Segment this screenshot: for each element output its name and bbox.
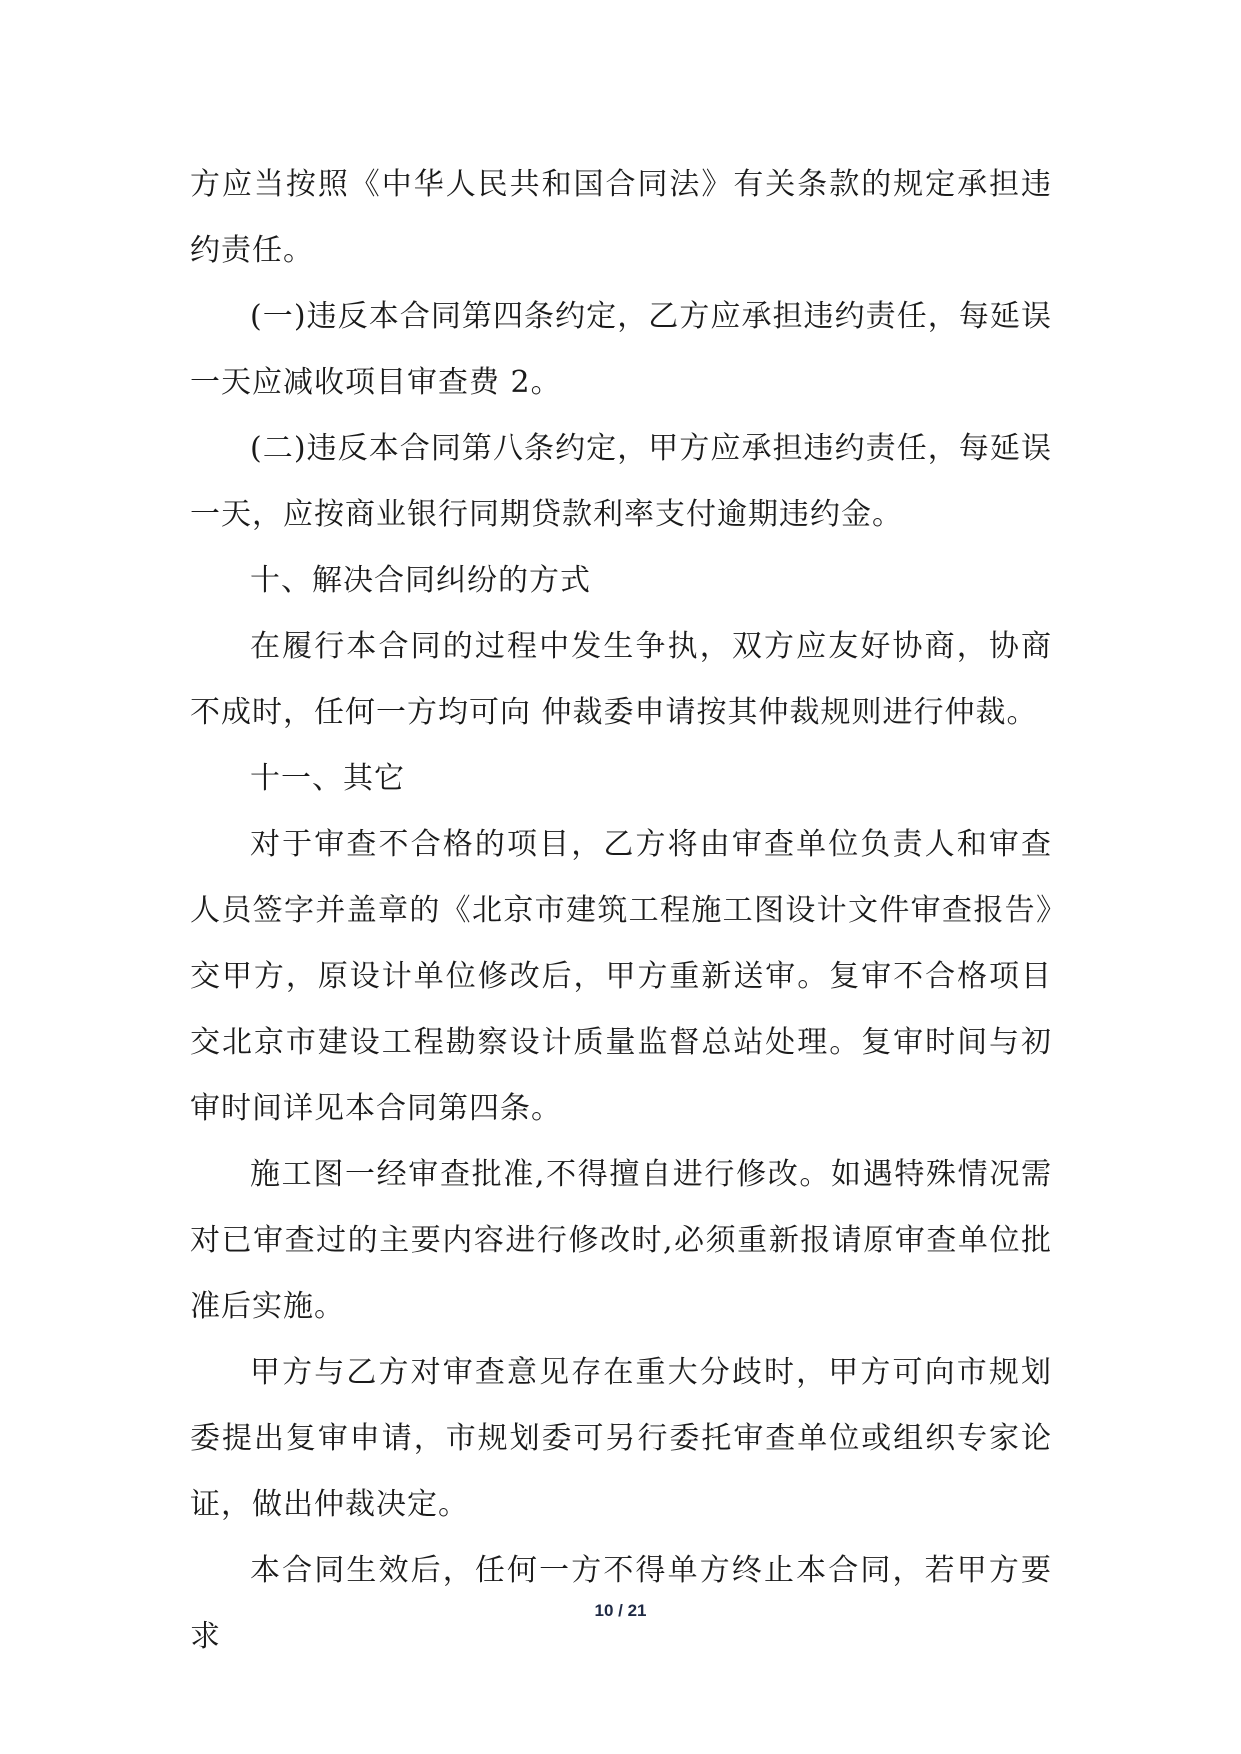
paragraph-clause-1: (一)违反本合同第四条约定，乙方应承担违约责任，每延误一天应减收项目审查费 2。 <box>190 299 1052 400</box>
paragraph-continuation: 方应当按照《中华人民共和国合同法》有关条款的规定承担违约责任。 <box>190 167 1052 268</box>
paragraph-termination: 本合同生效后，任何一方不得单方终止本合同，若甲方要求 <box>190 1553 1052 1654</box>
page-number: 10 / 21 <box>594 1601 647 1620</box>
paragraph-modification-rule: 施工图一经审查批准,不得擅自进行修改。如遇特殊情况需对已审查过的主要内容进行修改时,必须重新报请原审查单位批准后实施。 <box>190 1157 1052 1324</box>
section-heading-11: 十一、其它 <box>250 761 405 796</box>
document-body <box>190 152 1052 1670</box>
paragraph-unqualified-projects: 对于审查不合格的项目，乙方将由审查单位负责人和审查人员签字并盖章的《北京市建筑工程施工图设计文件审查报告》交甲方，原设计单位修改后，甲方重新送审。复审不合格项目交北京市建设工程勘察设计质量监督总站处理。复审时间与初审时间详见本合同第四条。 <box>190 827 1052 1126</box>
paragraph-clause-2: (二)违反本合同第八条约定，甲方应承担违约责任，每延误一天，应按商业银行同期贷款利率支付逾期违约金。 <box>190 431 1052 532</box>
paragraph-review-disagreement: 甲方与乙方对审查意见存在重大分歧时，甲方可向市规划委提出复审申请，市规划委可另行委托审查单位或组织专家论证，做出仲裁决定。 <box>190 1355 1052 1522</box>
section-heading-10: 十、解决合同纠纷的方式 <box>250 563 591 598</box>
paragraph-dispute-resolution: 在履行本合同的过程中发生争执，双方应友好协商，协商不成时，任何一方均可向 仲裁委申请按其仲裁规则进行仲裁。 <box>190 629 1052 730</box>
